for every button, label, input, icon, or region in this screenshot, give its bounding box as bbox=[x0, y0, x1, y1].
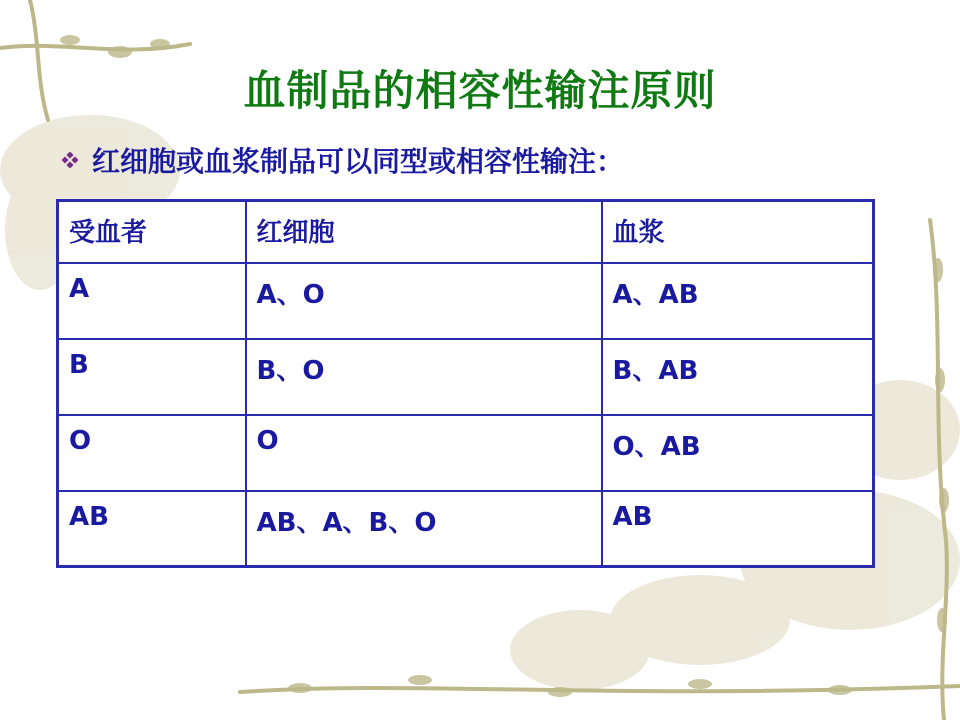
table-header-row bbox=[58, 201, 874, 263]
table-row bbox=[58, 491, 874, 567]
table-row bbox=[58, 263, 874, 339]
table-cell: AB bbox=[602, 491, 874, 567]
header-plasma: 血浆 bbox=[602, 201, 874, 263]
table-cell: A、O bbox=[246, 263, 602, 339]
header-red-cells: 红细胞 bbox=[246, 201, 602, 263]
bullet-point bbox=[62, 140, 624, 180]
table-cell: AB、A、B、O bbox=[246, 491, 602, 567]
compatibility-table bbox=[56, 199, 875, 568]
table-cell: A bbox=[58, 263, 246, 339]
bullet-text: 红细胞或血浆制品可以同型或相容性输注： bbox=[92, 145, 625, 178]
header-recipient: 受血者 bbox=[58, 201, 246, 263]
table-cell: O bbox=[58, 415, 246, 491]
table-cell: AB bbox=[58, 491, 246, 567]
diamond-bullet-icon bbox=[62, 152, 78, 168]
table-cell: B bbox=[58, 339, 246, 415]
slide-title: 血制品的相容性输注原则 bbox=[243, 66, 717, 115]
table-row bbox=[58, 339, 874, 415]
table-row bbox=[58, 415, 874, 491]
table-cell: B、O bbox=[246, 339, 602, 415]
table-cell: O、AB bbox=[602, 415, 874, 491]
table-cell: B、AB bbox=[602, 339, 874, 415]
table-cell: O bbox=[246, 415, 602, 491]
table-cell: A、AB bbox=[602, 263, 874, 339]
